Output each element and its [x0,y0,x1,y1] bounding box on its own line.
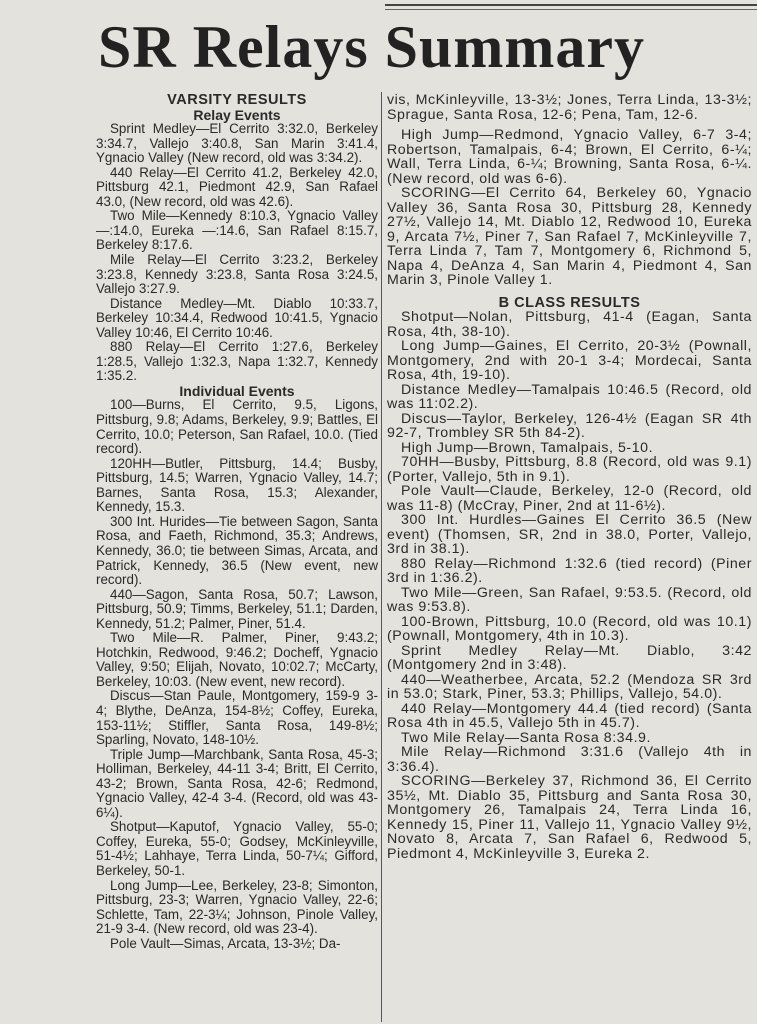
subheading-relay-events: Relay Events [193,106,281,123]
right-column [387,93,752,861]
top-rule [385,4,757,10]
result-paragraph: 880 Relay—El Cerrito 1:27.6, Berkeley 1:28.5, Vallejo 1:32.3, Napa 1:32.7, Kennedy 1:35.2. [96,339,378,384]
result-paragraph: Pole Vault—Claude, Berkeley, 12-0 (Record, old was 11-8) (McCray, Piner, 2nd at 11-6½). [387,483,752,514]
result-paragraph: Mile Relay—Richmond 3:31.6 (Vallejo 4th in 3:36.4). [387,744,752,775]
result-paragraph: 70HH—Busby, Pittsburg, 8.8 (Record, old was 9.1) (Porter, Vallejo, 5th in 9.1). [387,454,752,485]
headline: SR Relays Summary [98,14,646,80]
result-paragraph: Distance Medley—Mt. Diablo 10:33.7, Berkeley 10:34.4, Redwood 10:41.5, Ygnacio Valley 10:46, El Cerrito 10:46. [96,295,378,340]
result-paragraph: 100—Burns, El Cerrito, 9.5, Ligons, Pittsburg, 9.8; Adams, Berkeley, 9.9; Battles, El Cerrito, 10.0; Peterson, San Rafael, 10.0. (Tied record). [96,397,378,457]
result-paragraph: Discus—Stan Paule, Montgomery, 159-9 3-4; Blythe, DeAnza, 154-8½; Coffey, Eureka, 153-11½; Stiffler, Santa Rosa, 149-8½; Sparling, Novato, 148-10½. [96,688,378,748]
result-paragraph: Two Mile Relay—Santa Rosa 8:34.9. [401,729,651,746]
left-column [96,93,378,951]
result-paragraph: High Jump—Redmond, Ygnacio Valley, 6-7 3-4; Robertson, Tamalpais, 6-4; Brown, El Cerrito, 6-¼; Wall, Terra Linda, 6-¼; Browning, Santa Rosa, 6-¼. (New record, old was 6-6). [387,127,752,187]
result-paragraph: High Jump—Brown, Tamalpais, 5-10. [401,439,654,456]
individual-events-list [96,398,378,951]
result-paragraph: Two Mile—Green, San Rafael, 9:53.5. (Record, old was 9:53.8). [387,584,752,615]
result-paragraph: SCORING—El Cerrito 64, Berkeley 60, Ygnacio Valley 36, Santa Rosa 30, Pittsburg 28, Kennedy 27½, Vallejo 14, Mt. Diablo 12, Redwood 10, Eureka 9, Arcata 7½, Piner 7, San Rafael 7, McKinleyville 7, Terra Linda 7, Tam 7, Montgomery 6, Richmond 5, Napa 4, DeAnza 4, San Marin 4, Piedmont 4, San Marin 3, Pinole Valley 1. [387,185,752,288]
result-paragraph: Sprint Medley Relay—Mt. Diablo, 3:42 (Montgomery 2nd in 3:48). [387,642,752,673]
subheading-individual-events: Individual Events [179,382,295,399]
section-heading-varsity: VARSITY RESULTS [167,92,307,108]
result-paragraph: Sprint Medley—El Cerrito 3:32.0, Berkeley 3:34.7, Vallejo 3:40.8, San Marin 3:41.4, Ygnacio Valley (New record, old was 3:34.2). [96,121,378,166]
pole-vault-continuation: vis, McKinleyville, 13-3½; Jones, Terra Linda, 13-3½; Sprague, Santa Rosa, 12-6; Pena, Tam, 12-6. [387,92,752,123]
result-paragraph: 880 Relay—Richmond 1:32.6 (tied record) (Piner 3rd in 1:36.2). [387,555,752,586]
relay-events-list [96,122,378,384]
result-paragraph: Triple Jump—Marchbank, Santa Rosa, 45-3; Holliman, Berkeley, 44-11 3-4; Britt, El Cerrito, 43-2; Brown, Santa Rosa, 42-6; Redmond, Ygnacio Valley, 42-4 3-4. (Record, old was 43-6¼). [96,746,378,820]
result-paragraph: Two Mile—Kennedy 8:10.3, Ygnacio Valley —:14.0, Eureka —:14.6, San Rafael 8:15.7, Berkeley 8:17.6. [96,208,378,253]
result-paragraph: 100-Brown, Pittsburg, 10.0 (Record, old was 10.1) (Pownall, Montgomery, 4th in 10.3). [387,613,752,644]
result-paragraph: 440—Weatherbee, Arcata, 52.2 (Mendoza SR 3rd in 53.0; Stark, Piner, 53.3; Phillips, Vallejo, 54.0). [387,671,752,702]
result-paragraph: SCORING—Berkeley 37, Richmond 36, El Cerrito 35½, Mt. Diablo 35, Pittsburg and Santa Rosa 30, Montgomery 26, Tamalpais 24, Terra Linda 16, Kennedy 15, Piner 11, Vallejo 11, Ygnacio Valley 9½, Novato 8, Arcata 7, San Rafael 6, Redwood 5, Piedmont 4, McKinleyville 3, Eureka 2. [387,773,752,862]
result-paragraph: Mile Relay—El Cerrito 3:23.2, Berkeley 3:23.8, Kennedy 3:23.8, Santa Rosa 3:24.5, Vallejo 3:27.9. [96,252,378,297]
result-paragraph: Distance Medley—Tamalpais 10:46.5 (Record, old was 11:02.2). [387,381,752,412]
varsity-continued-list [387,128,752,288]
result-paragraph: Shotput—Kaputof, Ygnacio Valley, 55-0; Coffey, Eureka, 55-0; Godsey, McKinleyville, 51-4½; Lahhaye, Terra Linda, 50-7¼; Gifford, Berkeley, 50-1. [96,819,378,878]
result-paragraph: 440 Relay—Montgomery 44.4 (tied record) (Santa Rosa 4th in 45.5, Vallejo 5th in 45.7). [387,700,752,731]
result-paragraph: 300 Int. Hurdles—Gaines El Cerrito 36.5 (New event) (Thomsen, SR, 2nd in 38.0, Porter, Vallejo, 3rd in 38.1). [387,512,752,557]
result-paragraph: 440—Sagon, Santa Rosa, 50.7; Lawson, Pittsburg, 50.9; Timms, Berkeley, 51.1; Darden, Kennedy, 51.2; Palmer, Piner, 51.4. [96,586,378,631]
result-paragraph: Pole Vault—Simas, Arcata, 13-3½; Da- [110,935,341,951]
result-paragraph: 440 Relay—El Cerrito 41.2, Berkeley 42.0, Pittsburg 42.1, Piedmont 42.9, San Rafael 43.0, (New record, old was 42.6). [96,164,378,209]
b-class-results-list [387,310,752,861]
column-divider [381,92,382,1022]
result-paragraph: Long Jump—Lee, Berkeley, 23-8; Simonton, Pittsburg, 23-3; Warren, Ygnacio Valley, 22-6; Schlette, Tam, 22-3¼; Johnson, Pinole Valley, 21-9 3-4. (New record, old was 23-4). [96,877,378,937]
result-paragraph: 120HH—Butler, Pittsburg, 14.4; Busby, Pittsburg, 14.5; Warren, Ygnacio Valley, 14.7; Barnes, Santa Rosa, 15.3; Alexander, Kennedy, 15.3. [96,455,378,515]
result-paragraph: Long Jump—Gaines, El Cerrito, 20-3½ (Pownall, Montgomery, 2nd with 20-1 3-4; Mordecai, Santa Rosa, 4th, 19-10). [387,338,752,383]
section-heading-b-class: B CLASS RESULTS [498,294,641,311]
result-paragraph: Two Mile—R. Palmer, Piner, 9:43.2; Hotchkin, Redwood, 9:46.2; Docheff, Ygnacio Valley, 9:50; Elijah, Novato, 10:02.7; McCarty, Berkeley, 10:03. (New event, new record). [96,630,378,689]
result-paragraph: 300 Int. Hurides—Tie between Sagon, Santa Rosa, and Faeth, Richmond, 35.3; Andrews, Kennedy, 36.0; tie between Simas, Arcata, and Patrick, Kennedy, 36.5 (New event, new record). [96,513,378,588]
result-paragraph: Shotput—Nolan, Pittsburg, 41-4 (Eagan, Santa Rosa, 4th, 38-10). [387,309,752,340]
result-paragraph: Discus—Taylor, Berkeley, 126-4½ (Eagan SR 4th 92-7, Trombley SR 5th 84-2). [387,410,752,441]
